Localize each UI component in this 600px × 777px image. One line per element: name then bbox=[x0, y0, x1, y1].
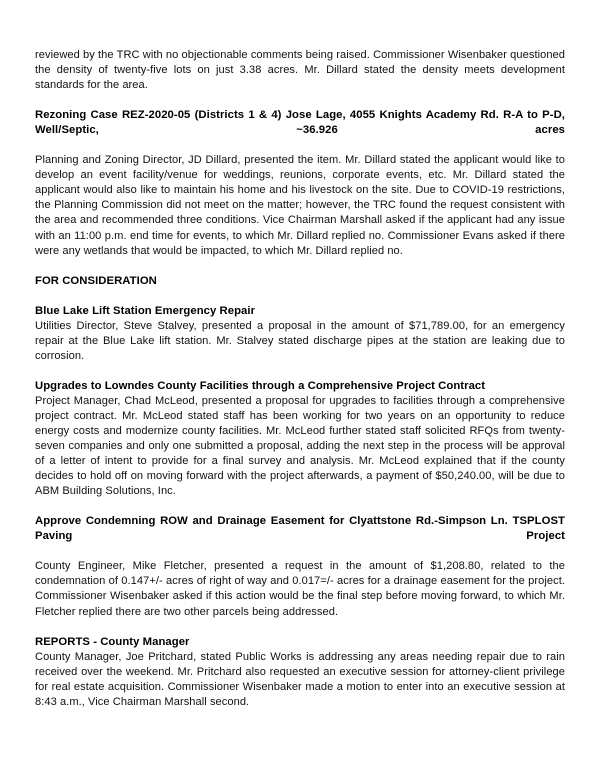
heading-rezoning-case: Rezoning Case REZ-2020-05 (Districts 1 & 4) Jose Lage, 4055 Knights Academy Rd. R-A to P-D, Well/Septic, ~36.926 acres bbox=[35, 109, 565, 137]
paragraph-spacer bbox=[35, 499, 565, 514]
paragraph-upgrades-lowndes-facilities: Project Manager, Chad McLeod, presented a proposal for upgrades to facilities through a comprehensive project contract. Mr. McLeod stated staff has been working for two years on an opportunity to reduce energy costs and modernize county facilities. Mr. McLeod further stated staff solicited RFQs from twenty-seven companies and only one submitted a proposal, adding the next step in the process will be approval of a letter of intent to provide for a final survey and analysis. Mr. McLeod explained that if the county decides to hold off on moving forward with the project afterwards, a payment of $50,240.00, will be due to ABM Building Solutions, Inc. bbox=[35, 394, 565, 498]
paragraph-rezoning-case: Planning and Zoning Director, JD Dillard, presented the item. Mr. Dillard stated the applicant would like to develop an event facility/venue for weddings, reunions, corporate events, etc. Mr. Dillard stated the applicant would also like to maintain his home and his livestock on the site. Due to COVID-19 restrictions, the Planning Commission did not meet on the matter; however, the TRC found the request consistent with the area and recommended three conditions. Vice Chairman Marshall asked if the applicant had any issue with an 11:00 p.m. end time for events, to which Mr. Dillard replied no. Commissioner Evans asked if there were any wetlands that would be impacted, to which Mr. Dillard replied no. bbox=[35, 154, 565, 257]
document-body bbox=[35, 48, 565, 710]
heading-upgrades-lowndes-facilities: Upgrades to Lowndes County Facilities through a Comprehensive Project Contract bbox=[35, 379, 486, 392]
paragraph-condemning-row-easement: County Engineer, Mike Fletcher, presented a request in the amount of $1,208.80, related to the condemnation of 0.147+/- acres of right of way and 0.017=/- acres for a drainage easement for the project. Commissioner Wisenbaker asked if this action would be the final step before moving forward, to which Mr. Fletcher replied there are two other parcels being addressed. bbox=[35, 560, 565, 618]
heading-condemning-row-easement: Approve Condemning ROW and Drainage Easement for Clyattstone Rd.-Simpson Ln. TSPLOST Paving Project bbox=[35, 515, 565, 543]
paragraph-blue-lake-lift-station: Utilities Director, Steve Stalvey, presented a proposal in the amount of $71,789.00, for an emergency repair at the Blue Lake lift station. Mr. Stalvey stated discharge pipes at the station are leaking due to corrosion. bbox=[35, 319, 565, 362]
paragraph-reports-county-manager: County Manager, Joe Pritchard, stated Public Works is addressing any areas needing repair due to rain received over the weekend. Mr. Pritchard also requested an executive session for attorney-client privilege for real estate acquisition. Commissioner Wisenbaker made a motion to enter into an executive session at 8:43 a.m., Vice Chairman Marshall second. bbox=[35, 650, 565, 708]
heading-reports-county-manager: REPORTS - County Manager bbox=[35, 635, 190, 648]
paragraph-spacer bbox=[35, 289, 565, 304]
heading-for-consideration: FOR CONSIDERATION bbox=[35, 274, 157, 287]
paragraph-continued-rezoning-prior: reviewed by the TRC with no objectionable comments being raised. Commissioner Wisenbaker questioned the density of twenty-five lots on just 3.38 acres. Mr. Dillard stated the density meets development standards for the area. bbox=[35, 49, 565, 92]
heading-blue-lake-lift-station: Blue Lake Lift Station Emergency Repair bbox=[35, 304, 256, 317]
paragraph-spacer bbox=[35, 93, 565, 108]
paragraph-spacer bbox=[35, 259, 565, 274]
paragraph-spacer bbox=[35, 620, 565, 635]
paragraph-spacer bbox=[35, 364, 565, 379]
